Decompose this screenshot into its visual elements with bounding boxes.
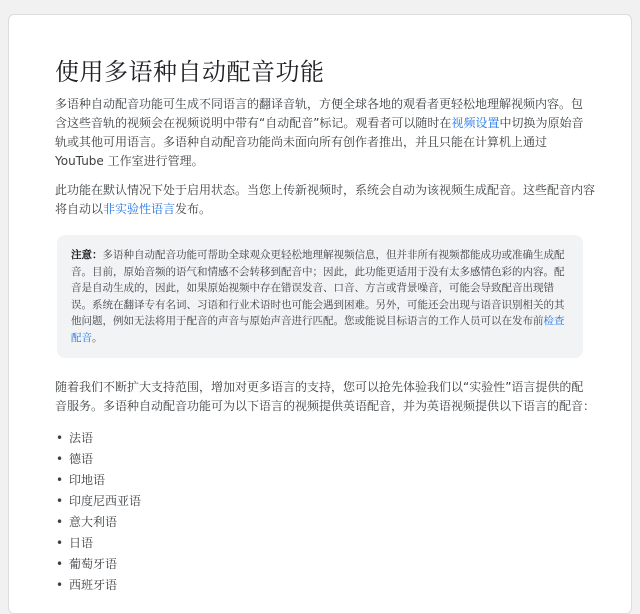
bullet-icon: • xyxy=(56,473,64,487)
bullet-icon: • xyxy=(56,515,64,529)
article-content xyxy=(55,57,595,596)
video-settings-link[interactable]: 视频设置 xyxy=(451,116,500,130)
default-on-suffix: 发布。 xyxy=(175,202,212,216)
list-item xyxy=(55,575,595,596)
intro-text-1: 多语种自动配音功能可生成不同语言的翻译音轨，方便全球各地的观看者更轻松地理解视频内容。 xyxy=(55,97,572,111)
language-label: 西班牙语 xyxy=(69,578,118,592)
list-item xyxy=(55,554,595,575)
list-item xyxy=(55,428,595,449)
language-list xyxy=(55,428,595,596)
default-on-paragraph xyxy=(55,181,595,219)
language-label: 德语 xyxy=(69,452,94,466)
note-box xyxy=(57,235,583,358)
bullet-icon: • xyxy=(56,578,64,592)
check-dubs-link[interactable]: 检查配音 xyxy=(71,315,565,344)
bullet-icon: • xyxy=(56,536,64,550)
language-label: 法语 xyxy=(69,431,94,445)
article-card xyxy=(8,14,632,614)
list-item xyxy=(55,470,595,491)
bullet-icon: • xyxy=(56,431,64,445)
intro-paragraph xyxy=(55,95,595,171)
language-label: 葡萄牙语 xyxy=(69,557,118,571)
default-on-text: 此功能在默认情况下处于启用状态。当您上传新视频时，系统会自动为该视频生成配音。这些配音内容将自动以 xyxy=(55,183,596,216)
bullet-icon: • xyxy=(56,452,64,466)
language-label: 意大利语 xyxy=(69,515,118,529)
list-item xyxy=(55,512,595,533)
non-experimental-languages-link[interactable]: 非实验性语言 xyxy=(103,202,176,216)
language-label: 印地语 xyxy=(69,473,106,487)
article-title: 使用多语种自动配音功能 xyxy=(55,58,325,86)
intro-text-2: 包含这些音轨的视频会在视频说明中带有“自动配音”标记。观看者可以随时在 xyxy=(55,97,584,130)
language-label: 印度尼西亚语 xyxy=(69,494,142,508)
list-item xyxy=(55,533,595,554)
list-item xyxy=(55,491,595,512)
expansion-paragraph: 随着我们不断扩大支持范围，增加对更多语言的支持，您可以抢先体验我们以“实验性”语言提供的配音服务。多语种自动配音功能可为以下语言的视频提供英语配音，并为英语视频提供以下语言的配音： xyxy=(55,380,596,413)
bullet-icon: • xyxy=(56,494,64,508)
list-item xyxy=(55,449,595,470)
language-label: 日语 xyxy=(69,536,94,550)
note-text: 多语种自动配音功能可帮助全球观众更轻松地理解视频信息，但并非所有视频都能成功或准确生成配音。目前，原始音频的语气和情感不会转移到配音中；因此，此功能更适用于没有太多感情色彩的内容。配音是自动生成的，因此，如果原始视频中存在错误发音、口音、方言或背景噪音，可能会导致配音出现错误。系统在翻译专有名词、习语和行业术语时也可能会遇到困难。另外，可能还会出现与语音识别相关的其他问题，例如无法将用于配音的声音与原始声音进行匹配。您或能说目标语言的工作人员可以在发布前 xyxy=(71,249,565,327)
intro-text-3: 中切换为原始音轨或其他可用语言。多语种自动配音功能尚未面向所有创作者推出，并且只能在计算机上通过 YouTube 工作室进行管理。 xyxy=(55,116,584,168)
bullet-icon: • xyxy=(56,557,64,571)
note-label: 注意： xyxy=(71,249,103,261)
note-suffix: 。 xyxy=(92,331,103,344)
